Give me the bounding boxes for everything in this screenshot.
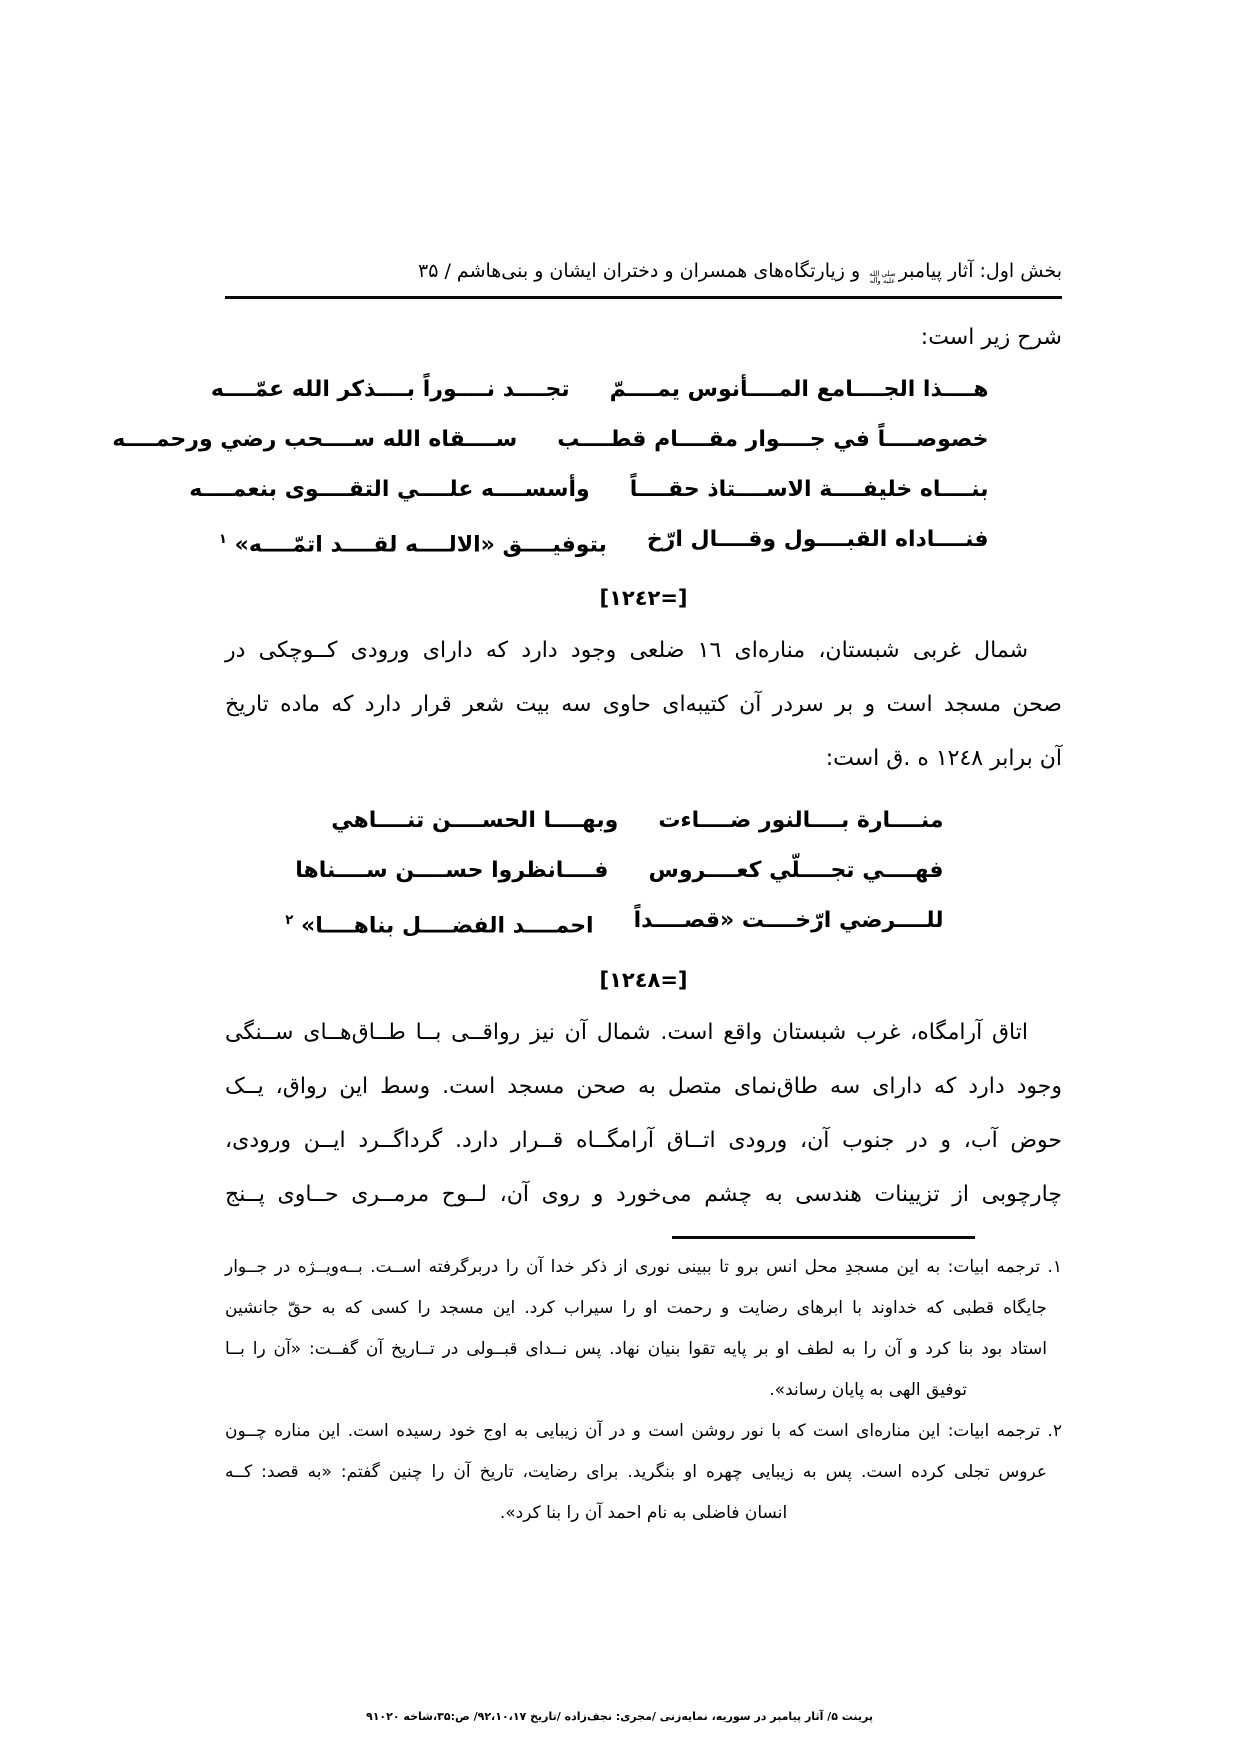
running-head: [225, 258, 1062, 285]
verse-line: [331, 804, 944, 838]
running-head-section: بخش اول: آثار پیامبر: [898, 260, 1062, 282]
hemistich-first: خصوصــــاً في جــــوار مقــــام قطــــب: [557, 427, 989, 452]
salawat-symbol: [869, 271, 895, 285]
prose-line: صحن مسجد است و بر سردر آن کتیبه‌ای حاوی سه بیت شعر قرار دارد که ماده تاریخ: [225, 692, 1062, 718]
imprint-post: / ص:۳۵،شاخه ۹۱۰۲۰: [366, 1710, 478, 1723]
footnote-line: جایگاه قطبی که خداوند با ابرهای رضایت و رحمت او را سیراب کرد. این مسجد را کسی که به حقّ جانشین: [225, 1297, 1047, 1318]
footnote-ref-1: ۱: [218, 532, 227, 547]
hemistich-first: بنــــاه خليفــــة الاســــتاذ حقــــاً: [629, 477, 989, 502]
hemistich-first: فهــــي تجــــلّي كعــــروس: [648, 858, 944, 884]
prose-line: شمال غربی شبستان، مناره‌ای ١٦ ضلعی وجود دارد که دارای ورودی کــوچکی در: [225, 638, 1028, 664]
footnote-text: ترجمه ابیات: به این مسجدِ محل انس برو تا ببینی نوری از ذکر خدا آن را دربرگرفته اســت. بــه‌ویــژه در جــوار: [225, 1256, 1041, 1277]
footnote-line: [225, 1247, 1062, 1288]
footnote-separator: [672, 1236, 975, 1239]
prose-paragraph-2: [225, 1006, 1062, 1222]
verse-line: [112, 423, 989, 457]
hemistich-first: فنــــاداه القبــــول وقــــال ارّخ: [646, 527, 989, 552]
prose-line: وجود دارد که دارای سه طاق‌نمای متصل به صحن مسجد است. وسط این رواق، یــک: [225, 1073, 1062, 1099]
hemistich-text: بتوفيــــق «الالــــه لقــــد اتمّــــه»: [234, 532, 607, 558]
verse-line: [210, 373, 989, 407]
hemistich-second: [285, 904, 593, 943]
footnote-line: انسان فاضلی به نام احمد آن را بنا کرد».: [499, 1502, 788, 1523]
poem-block-1: [112, 373, 989, 562]
prose-line: اتاق آرامگاه، غرب شبستان واقع است. شمال آن نیز رواقــی بــا طــاق‌هــای ســنگی: [225, 1019, 1028, 1045]
footnote-line: عروس تجلی کرده است. پس به زیبایی چهره او بنگرید. برای رضایت، تاریخ آن را چنین گفتم: «به قصد: کــه: [225, 1461, 1047, 1482]
footnotes-block: [225, 1247, 1062, 1534]
imprint-date: ۹۲،۱۰،۱۷: [477, 1710, 527, 1723]
chronogram-1248: [225, 966, 1062, 994]
hemistich-first: هــــذا الجــــامع المــــأنوس يمــــمّ: [609, 377, 989, 402]
verse-line: [285, 904, 944, 943]
chronogram-1242: [225, 584, 1062, 612]
running-head-rest: و زیارتگاه‌های همسران و دختران ایشان و بنی‌هاشم /: [444, 260, 861, 282]
imprint-pre: پرینت ۵/ آثار پیامبر در سوریه، نمایه‌زنی /مجری: نجف‌زاده /تاریخ: [526, 1710, 873, 1723]
hemistich-second: فــــانظروا حســــن ســــناها: [295, 858, 609, 884]
imprint-line: [0, 1709, 1239, 1725]
footnote-ref-2: ۲: [285, 913, 294, 929]
chronogram-value: [١٢٤٨=]: [599, 967, 688, 992]
verse-line: [218, 523, 989, 562]
hemistich-text: احمــــد الفضــــل بناهــــا»: [301, 913, 594, 939]
footnote-line: استاد بود بنا کرد و آن را به لطف او بر پایه تقوا بنیان نهاد. پس نــدای قبــولی در تــاریخ آن گفــت: «آن را بــا: [225, 1338, 1047, 1359]
footnote-line: توفیق الهی به پایان رساند».: [769, 1379, 967, 1400]
prose-paragraph-1: [225, 624, 1062, 786]
prose-line: چارچوبی از تزیینات هندسی به چشم می‌خورد و روی آن، لــوح مرمــری حــاوی پــنج: [225, 1181, 1062, 1207]
hemistich-second: وأسســــه علــــي التقــــوى بنعمــــه: [189, 477, 590, 502]
chronogram-value: [١٢٤٢=]: [599, 586, 688, 611]
prose-line: حوض آب، و در جنوب آن، ورودی اتــاق آرامگــاه قــرار دارد. گرداگــرد ایــن ورودی،: [225, 1127, 1062, 1153]
hemistich-second: ســــقاه الله ســــحب رضي ورحمــــه: [112, 427, 518, 452]
verse-line: [295, 854, 944, 888]
page-number: ۳۵: [418, 260, 439, 282]
header-rule: [225, 296, 1062, 299]
intro-line: شرح زیر است:: [920, 325, 1062, 350]
hemistich-second: [219, 523, 607, 562]
footnote-1: [225, 1247, 1062, 1411]
hemistich-first: للــــرضي ارّخــــت «قصــــداً: [633, 908, 944, 934]
salawat-top: صلى الله: [869, 270, 896, 278]
poem-block-2: [285, 804, 944, 943]
salawat-bottom: عليه وآله: [869, 277, 896, 285]
footnote-line: [225, 1411, 1062, 1452]
footnote-number: ۱.: [1047, 1256, 1063, 1277]
footnote-text: ترجمه ابیات: این مناره‌ای است که با نور روشن است و در آن زیبایی به اوج خود رسیده است. این مناره چــون: [225, 1420, 1041, 1441]
footnote-2: [225, 1411, 1062, 1534]
hemistich-second: وبهــــا الحســــن تنــــاهي: [331, 808, 619, 834]
footnote-number: ۲.: [1047, 1420, 1062, 1441]
verse-line: [189, 473, 989, 507]
prose-line: آن برابر ١٢٤٨ ه .ق است:: [825, 746, 1062, 772]
hemistich-first: منــــارة بــــالنور ضــــاءت: [658, 808, 944, 834]
hemistich-second: تجــــد نــــوراً بــــذكر الله عمّــــه: [210, 377, 570, 402]
